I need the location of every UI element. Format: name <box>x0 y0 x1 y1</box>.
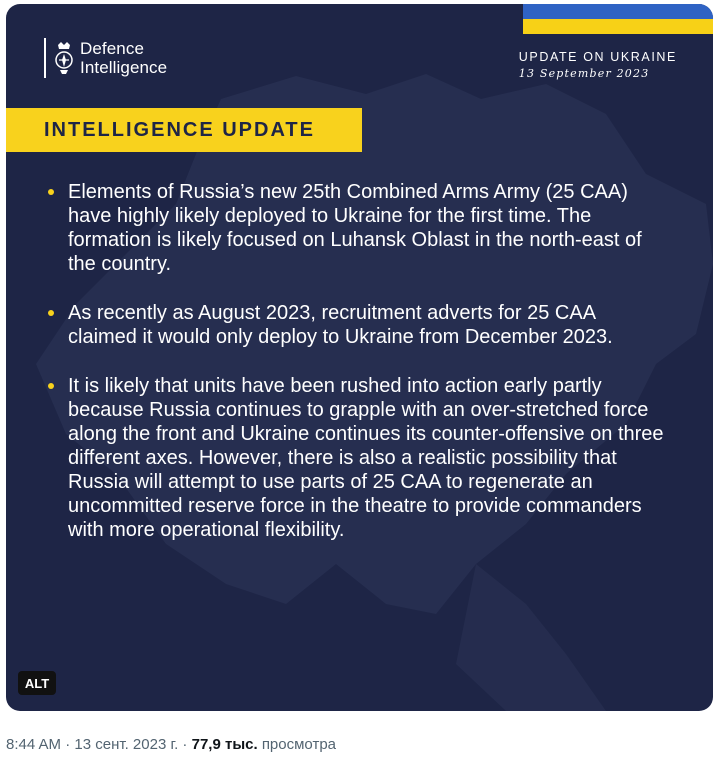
view-count: 77,9 тыс. <box>191 736 258 753</box>
update-date: 13 September 2023 <box>518 67 650 80</box>
brand-line-2: Intelligence <box>80 58 168 77</box>
meta-separator: · <box>61 736 75 753</box>
intelligence-update-banner <box>6 108 362 152</box>
update-title: UPDATE ON UKRAINE <box>518 50 677 64</box>
post-meta <box>6 736 336 753</box>
infographic-image[interactable] <box>6 4 713 711</box>
bullet-dot-icon <box>48 189 54 195</box>
update-header <box>519 49 677 80</box>
alt-text-badge[interactable]: ALT <box>18 671 56 695</box>
post-timestamp-link[interactable] <box>6 736 178 753</box>
bullet-text: As recently as August 2023, recruitment adverts for 25 CAA claimed it would only deploy to Ukraine from December 2023. <box>68 302 613 348</box>
bullet-item <box>46 374 666 542</box>
defence-intelligence-logo <box>44 38 167 78</box>
view-label: просмотра <box>261 736 336 753</box>
post-time: 8:44 AM <box>6 736 62 753</box>
flag-blue-stripe <box>523 4 713 19</box>
meta-separator: · <box>178 736 192 753</box>
bullet-text: Elements of Russia’s new 25th Combined Arms Army (25 CAA) have highly likely deployed to Ukraine for the first time. The formation is likely focused on Luhansk Oblast in the north-east of the country. <box>68 181 642 275</box>
banner-label: INTELLIGENCE UPDATE <box>44 118 315 141</box>
bullet-list <box>46 180 666 542</box>
bullet-dot-icon <box>48 383 54 389</box>
logo-divider <box>44 38 46 78</box>
brand-name <box>80 39 167 77</box>
bullet-text: It is likely that units have been rushed into action early partly because Russia continues to grapple with an over-stretched force along the front and Ukraine continues its counter-offensive on three different axes. However, there is also a realistic possibility that Russia will attempt to use parts of 25 CAA to regenerate an uncommitted reserve force in the theatre to provide commanders with more operational flexibility. <box>68 375 664 541</box>
post-date: 13 сент. 2023 г. <box>74 736 179 753</box>
defence-crest-icon <box>54 40 74 76</box>
bullet-item <box>46 301 666 349</box>
ukraine-flag-stripe <box>523 4 713 34</box>
bullet-dot-icon <box>48 310 54 316</box>
flag-yellow-stripe <box>523 19 713 34</box>
bullet-item <box>46 180 666 276</box>
brand-line-1: Defence <box>80 39 145 58</box>
